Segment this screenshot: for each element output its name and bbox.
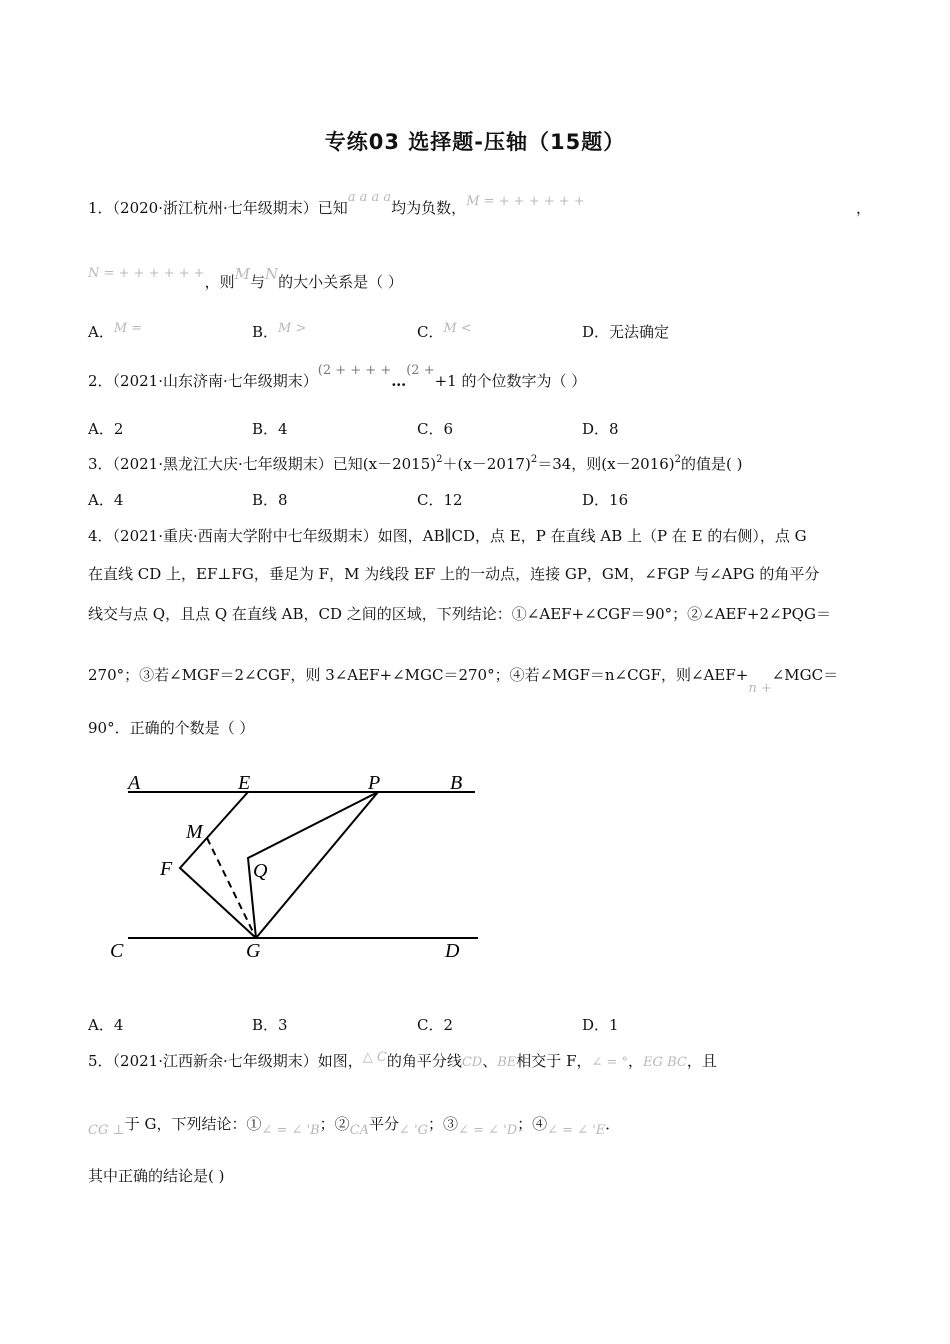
q4-option-c[interactable]: C．2	[417, 1016, 454, 1034]
q4-option-d[interactable]: D．1	[582, 1016, 619, 1034]
question-4-line-3: 线交与点 Q，且点 Q 在直线 AB，CD 之间的区域，下列结论：①∠AEF+∠CGF＝90°；②∠AEF+2∠PQG＝	[88, 605, 831, 623]
label-a: A	[128, 772, 141, 794]
question-2-line: 2．（2021·山东济南·七年级期末）(2 + + + +…(2 ++1 的个位数字为（ ）	[88, 363, 587, 390]
q1-option-c[interactable]: C．M <	[417, 321, 472, 341]
question-4-line-4: 270°；③若∠MGF＝2∠CGF，则 3∠AEF+∠MGC＝270°；④若∠MGF＝n∠CGF，则∠AEF+n +∠MGC＝	[88, 666, 839, 696]
dashed-segment-mg	[207, 838, 256, 938]
q3-option-c[interactable]: C．12	[417, 491, 463, 509]
q2-option-c[interactable]: C．6	[417, 420, 454, 438]
triangle-g-q-p	[248, 792, 378, 938]
q4-option-a[interactable]: A．4	[88, 1016, 124, 1034]
label-d: D	[445, 940, 460, 962]
question-4-line-2: 在直线 CD 上，EF⊥FG，垂足为 F，M 为线段 EF 上的一动点，连接 GP，GM，∠FGP 与∠APG 的角平分	[88, 565, 820, 583]
q1-option-d[interactable]: D．无法确定	[582, 323, 670, 341]
question-1-line-2: N = + + + + + +，则M与N的大小关系是（ ）	[88, 265, 403, 291]
label-e: E	[238, 772, 251, 794]
question-5-line-2: CG ⊥于 G，下列结论：①∠ = ∠ 'B；②CA平分∠ 'G；③∠ = ∠ 'D；④∠ = ∠ 'E．	[88, 1115, 621, 1138]
q2-option-d[interactable]: D．8	[582, 420, 619, 438]
q1-option-b[interactable]: B．M >	[252, 321, 307, 341]
label-b: B	[450, 772, 463, 794]
q4-geometry-figure	[100, 760, 490, 975]
q2-option-b[interactable]: B．4	[252, 420, 288, 438]
q2-option-a[interactable]: A．2	[88, 420, 124, 438]
question-5-line-1: 5．（2021·江西新余·七年级期末）如图，△ C的角平分线CD、BE相交于 F，∠ = °，EG BC，且	[88, 1050, 717, 1070]
q1-option-a[interactable]: A．M =	[88, 321, 143, 341]
question-4-line-1: 4．（2021·重庆·西南大学附中七年级期末）如图，AB∥CD，点 E，P 在直线 AB 上（P 在 E 的右侧），点 G	[88, 527, 807, 545]
label-q: Q	[253, 860, 268, 882]
question-4-line-5: 90°．正确的个数是（ ）	[88, 719, 255, 737]
q3-option-a[interactable]: A．4	[88, 491, 124, 509]
q3-option-d[interactable]: D．16	[582, 491, 629, 509]
question-5-line-3: 其中正确的结论是( )	[88, 1167, 225, 1185]
question-number: 1．	[88, 199, 113, 217]
label-c: C	[110, 940, 124, 962]
page-title: 专练03 选择题-压轴（15题）	[324, 130, 626, 154]
q3-option-b[interactable]: B．8	[252, 491, 288, 509]
label-f: F	[160, 858, 173, 880]
question-3-line: 3．（2021·黑龙江大庆·七年级期末）已知$(x-2015)^2+(x-2017)^2=34$，则$(x-2016)^2$的值是( )	[88, 454, 743, 473]
label-p: P	[368, 772, 381, 794]
q4-option-b[interactable]: B．3	[252, 1016, 288, 1034]
label-g: G	[246, 940, 261, 962]
question-1-line-1: 1．（2020·浙江杭州·七年级期末）已知a a a a均为负数，M = + + + + + + ，	[88, 190, 872, 217]
label-m: M	[186, 821, 203, 843]
